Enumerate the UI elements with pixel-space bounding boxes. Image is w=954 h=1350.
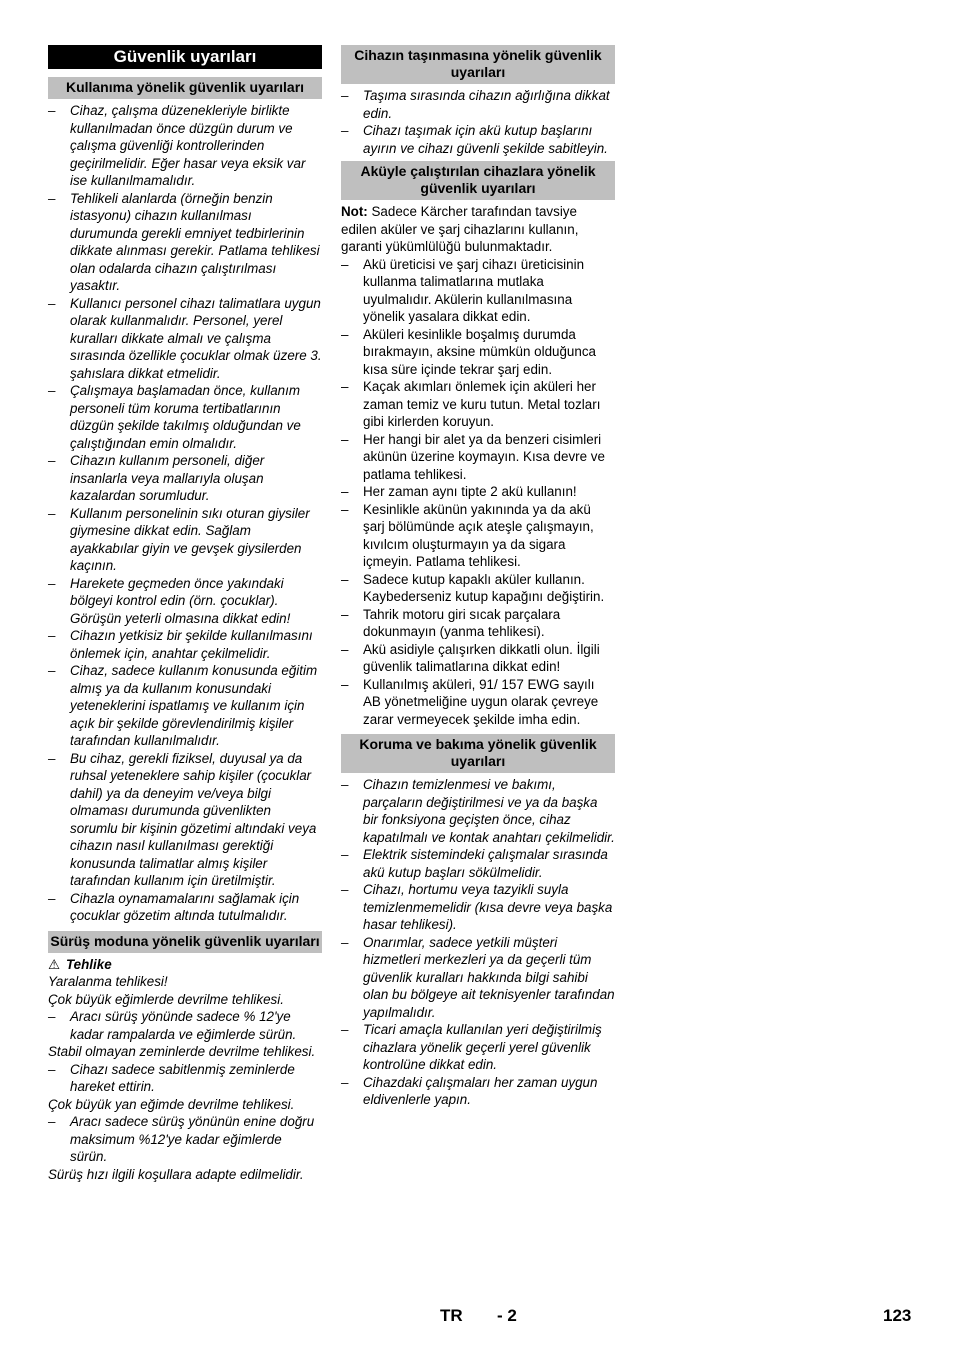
list-item: – Tahrik motoru giri sıcak parçalara dokunmayın (yanma tehlikesi). — [341, 606, 615, 641]
footer-section: - 2 — [497, 1306, 517, 1325]
drive-text: Çok büyük yan eğimde devrilme tehlikesi. — [48, 1096, 295, 1112]
section-heading-care: Koruma ve bakıma yönelik güvenlik uyarıları — [341, 734, 615, 773]
list-item: – Her hangi bir alet ya da benzeri cisimleri akünün üzerine koymayın. Kısa devre ve patlama tehlikesi. — [341, 431, 615, 484]
list-item: – Cihazın yetkisiz bir şekilde kullanılmasını önlemek için, anahtar çekilmelidir. — [48, 627, 322, 662]
list-item: – Kullanılmış aküleri, 91/ 157 EWG sayılı AB yönetmeliğine uygun olarak çevreye zarar vermeyecek şekilde imha edin. — [341, 676, 615, 729]
list-item: – Aracı sadece sürüş yönünün enine doğru maksimum %12'ye kadar eğimlerde sürün. — [48, 1113, 322, 1166]
danger-label — [48, 956, 322, 974]
list-item: – Bu cihaz, gerekli fiziksel, duyusal ya da ruhsal yeteneklere sahip kişiler (çocuklar dahil) ya da deneyim ve/veya bilgi olmaması durumunda güvenlikten sorumlu bir kişinin gözetimi altındaki veya cihazın nasıl kullanılması gerektiği konusunda talimatlar almış kişiler tarafından kullanım için üretilmiştir. — [48, 750, 322, 890]
list-item: – Harekete geçmeden önce yakındaki bölgeyi kontrol edin (örn. çocuklar). Görüşün yeterli olmasına dikkat edin! — [48, 575, 322, 628]
list-item: – Cihazı, hortumu veya tazyikli suyla temizlenmemelidir (kısa devre veya başka hasar tehlikesi). — [341, 881, 615, 934]
drive-list — [48, 1061, 322, 1096]
list-item: – Tehlikeli alanlarda (örneğin benzin istasyonu) cihazın kullanılması durumunda gerekli emniyet tedbirlerinin dikkate alınması gerekir. Patlama tehlikesi olan odalarda cihazın çalıştırılması yasaktır. — [48, 190, 322, 295]
drive-text: Yaralanma tehlikesi! — [48, 974, 168, 989]
list-item: – Cihazın kullanım personeli, diğer insanlarla veya mallarıyla oluşan kazalardan sorumludur. — [48, 452, 322, 505]
danger-text: Tehlike — [66, 956, 112, 972]
section-heading-usage: Kullanıma yönelik güvenlik uyarıları — [48, 77, 322, 99]
drive-list — [48, 1113, 322, 1166]
list-item: – Cihazı sadece sabitlenmiş zeminlerde hareket ettirin. — [48, 1061, 322, 1096]
left-column — [48, 45, 322, 1183]
care-list — [341, 776, 615, 1109]
list-item: – Cihazla oynamamalarını sağlamak için çocuklar gözetim altında tutulmalıdır. — [48, 890, 322, 925]
list-item: – Aküleri kesinlikle boşalmış durumda bırakmayın, aksine mümkün olduğunca kısa süre içinde tekrar şarj edin. — [341, 326, 615, 379]
right-column — [341, 45, 615, 1109]
list-item: – Taşıma sırasında cihazın ağırlığına dikkat edin. — [341, 87, 615, 122]
footer-language: TR — [440, 1306, 463, 1325]
usage-list — [48, 102, 322, 925]
list-item: – Kesinlikle akünün yakınında ya da akü şarj bölümünde açık ateşle çalışmayın, kıvılcım oluşturmayın ya da sigara içmeyin. Patlama tehlikesi. — [341, 501, 615, 571]
list-item: – Kullanıcı personel cihazı talimatlara uygun olarak kullanmalıdır. Personel, yerel kuralları dikkate almalı ve çalışma sırasında özellikle çocuklar olmak üzere 3. şahıslara dikkat etmelidir. — [48, 295, 322, 383]
section-heading-transport: Cihazın taşınmasına yönelik güvenlik uyarıları — [341, 45, 615, 84]
drive-text: Çok büyük eğimlerde devrilme tehlikesi. — [48, 991, 284, 1007]
list-item: – Cihazdaki çalışmaları her zaman uygun eldivenlerle yapın. — [341, 1074, 615, 1109]
page-title: Güvenlik uyarıları — [48, 45, 322, 69]
list-item: – Kaçak akımları önlemek için aküleri her zaman temiz ve kuru tutun. Metal tozları gibi kirlerden koruyun. — [341, 378, 615, 431]
list-item: – Sadece kutup kapaklı aküler kullanın. Kaybederseniz kutup kapağını değiştirin. — [341, 571, 615, 606]
list-item: – Cihaz, sadece kullanım konusunda eğitim almış ya da kullanım konusundaki yeteneklerini ispatlamış ve kullanım için açık bir şekilde görevlendirilmiş kişiler tarafından kullanılmalıdır. — [48, 662, 322, 750]
list-item: – Cihazın temizlenmesi ve bakımı, parçaların değiştirilmesi ve ya da başka bir fonksiyona geçişten önce, cihaz kapatılmalı ve kontak anahtarı çekilmelidir. — [341, 776, 615, 846]
note-text: Sadece Kärcher tarafından tavsiye edilen aküler ve şarj cihazlarını kullanın, garanti yükümlülüğü bulunmaktadır. — [341, 204, 579, 254]
list-item: – Akü üreticisi ve şarj cihazı üreticisinin kullanma talimatlarına mutlaka uyulmalıdır. Akülerin kullanılmasına yönelik yasalara dikkat edin. — [341, 256, 615, 326]
list-item: – Cihaz, çalışma düzenekleriyle birlikte kullanılmadan önce düzgün durum ve çalışma güvenliği kontrollerinden geçirilmelidir. Eğer hasar veya eksik var ise kullanılmamalıdır. — [48, 102, 322, 190]
list-item: – Aracı sürüş yönünde sadece % 12'ye kadar rampalarda ve eğimlerde sürün. — [48, 1008, 322, 1043]
list-item: – Onarımlar, sadece yetkili müşteri hizmetleri merkezleri ya da geçerli tüm güvenlik kuralları hakkında bilgi sahibi olan bu bölgeye ait teknisyenler tarafından yapılmalıdır. — [341, 934, 615, 1022]
drive-text: Stabil olmayan zeminlerde devrilme tehlikesi. — [48, 1044, 316, 1059]
drive-text: Sürüş hızı ilgili koşullara adapte edilmelidir. — [48, 1166, 304, 1182]
list-item: – Akü asidiyle çalışırken dikkatli olun. İlgili güvenlik talimatlarına dikkat edin! — [341, 641, 615, 676]
list-item: – Her zaman aynı tipte 2 akü kullanın! — [341, 483, 615, 501]
note-label: Not: — [341, 204, 368, 219]
list-item: – Çalışmaya başlamadan önce, kullanım personeli tüm koruma tertibatlarının düzgün şekilde takılmış olduğundan ve çalıştığından emin olmalıdır. — [48, 382, 322, 452]
battery-list — [341, 256, 615, 729]
list-item: – Ticari amaçla kullanılan yeri değiştirilmiş cihazlara yönelik geçerli yerel güvenlik kontrolüne dikkat edin. — [341, 1021, 615, 1074]
battery-note — [341, 203, 615, 256]
transport-list — [341, 87, 615, 157]
drive-list — [48, 1008, 322, 1043]
list-item: – Kullanım personelinin sıkı oturan giysiler giymesine dikkat edin. Sağlam ayakkabılar giyin ve gevşek giysilerden kaçının. — [48, 505, 322, 575]
section-heading-battery: Aküyle çalıştırılan cihazlara yönelik güvenlik uyarıları — [341, 161, 615, 200]
list-item: – Elektrik sistemindeki çalışmalar sırasında akü kutup başları sökülmelidir. — [341, 846, 615, 881]
section-heading-drive: Sürüş moduna yönelik güvenlik uyarıları — [48, 931, 322, 953]
warning-triangle-icon: ⚠ — [48, 956, 61, 972]
footer-page-number: 123 — [883, 1306, 912, 1325]
list-item: – Cihazı taşımak için akü kutup başlarını ayırın ve cihazı güvenli şekilde sabitleyin. — [341, 122, 615, 157]
